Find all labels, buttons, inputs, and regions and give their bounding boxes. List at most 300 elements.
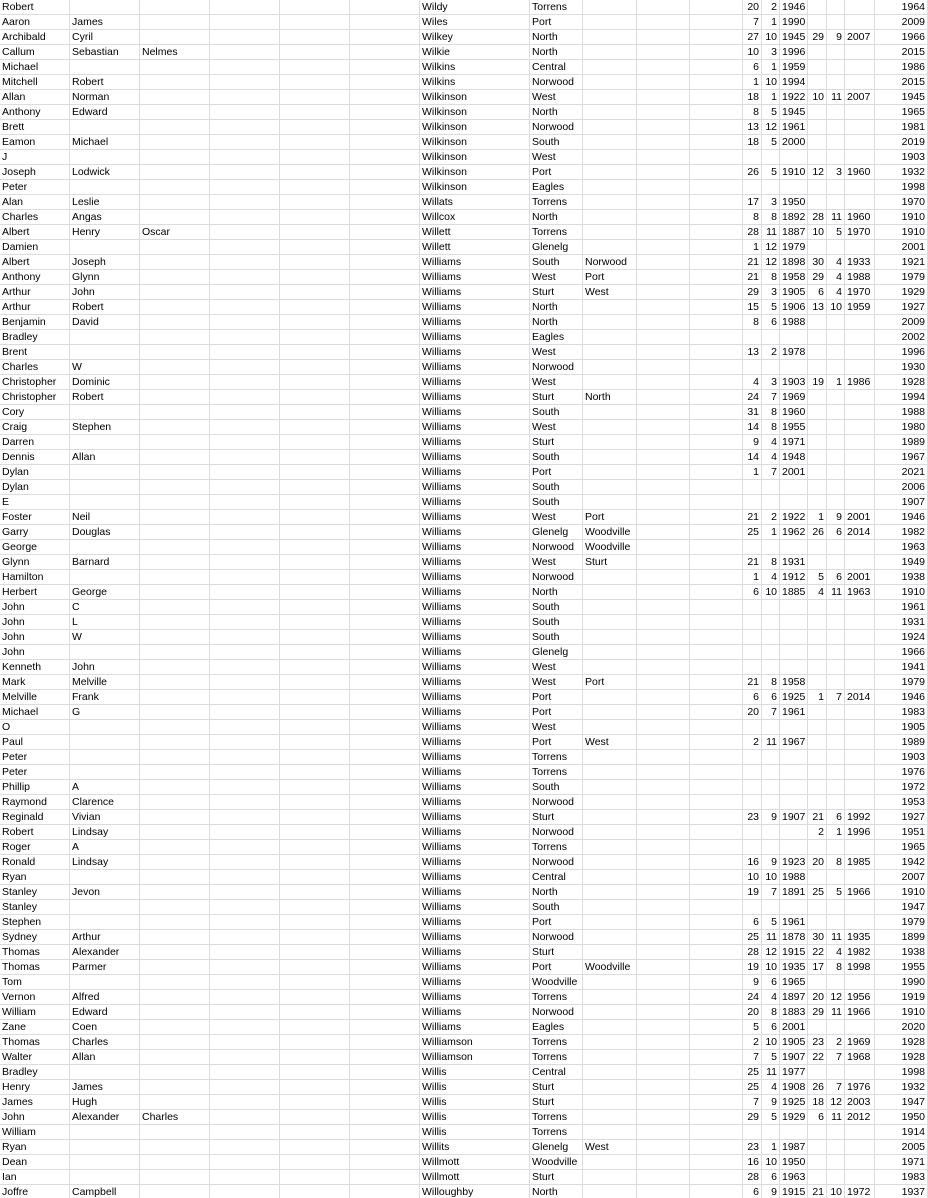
cell-dday[interactable]: [808, 870, 827, 885]
cell-third[interactable]: [140, 255, 210, 270]
cell-empty-9[interactable]: [637, 870, 690, 885]
cell-dmonth[interactable]: [827, 645, 845, 660]
cell-dmonth[interactable]: [827, 240, 845, 255]
cell-bday[interactable]: 1: [743, 75, 762, 90]
cell-third[interactable]: [140, 690, 210, 705]
cell-year[interactable]: 2005: [875, 1140, 928, 1155]
cell-empty-9[interactable]: [637, 600, 690, 615]
cell-empty-9[interactable]: [637, 780, 690, 795]
cell-dday[interactable]: [808, 45, 827, 60]
cell-first[interactable]: Brett: [0, 120, 70, 135]
cell-branch2[interactable]: [583, 15, 637, 30]
cell-empty-10[interactable]: [690, 270, 743, 285]
cell-dmonth[interactable]: [827, 420, 845, 435]
cell-third[interactable]: [140, 1020, 210, 1035]
cell-year[interactable]: 1907: [875, 495, 928, 510]
cell-empty-3[interactable]: [210, 795, 280, 810]
cell-empty-3[interactable]: [210, 660, 280, 675]
cell-surname[interactable]: Willcox: [420, 210, 530, 225]
cell-bday[interactable]: 23: [743, 810, 762, 825]
cell-bmonth[interactable]: [762, 480, 780, 495]
cell-surname[interactable]: Williams: [420, 1020, 530, 1035]
cell-third[interactable]: [140, 885, 210, 900]
cell-middle[interactable]: John: [70, 285, 140, 300]
cell-third[interactable]: [140, 615, 210, 630]
cell-dyear[interactable]: [845, 135, 875, 150]
cell-surname[interactable]: Williams: [420, 360, 530, 375]
cell-first[interactable]: Bradley: [0, 1065, 70, 1080]
cell-middle[interactable]: [70, 495, 140, 510]
cell-empty-5[interactable]: [350, 750, 420, 765]
cell-empty-9[interactable]: [637, 660, 690, 675]
cell-year[interactable]: 1953: [875, 795, 928, 810]
cell-first[interactable]: J: [0, 150, 70, 165]
cell-byear[interactable]: [780, 330, 808, 345]
cell-surname[interactable]: Willis: [420, 1095, 530, 1110]
cell-dday[interactable]: [808, 675, 827, 690]
cell-third[interactable]: [140, 150, 210, 165]
cell-branch2[interactable]: Port: [583, 675, 637, 690]
cell-bmonth[interactable]: [762, 540, 780, 555]
cell-empty-5[interactable]: [350, 945, 420, 960]
cell-bmonth[interactable]: [762, 360, 780, 375]
cell-byear[interactable]: 1907: [780, 1050, 808, 1065]
cell-branch1[interactable]: North: [530, 885, 583, 900]
cell-empty-9[interactable]: [637, 375, 690, 390]
cell-bday[interactable]: 2: [743, 735, 762, 750]
cell-empty-10[interactable]: [690, 990, 743, 1005]
cell-branch2[interactable]: [583, 1035, 637, 1050]
cell-empty-4[interactable]: [280, 60, 350, 75]
cell-bday[interactable]: 10: [743, 870, 762, 885]
cell-first[interactable]: Joffre: [0, 1185, 70, 1198]
cell-empty-4[interactable]: [280, 285, 350, 300]
cell-dmonth[interactable]: [827, 450, 845, 465]
cell-byear[interactable]: 1994: [780, 75, 808, 90]
cell-bday[interactable]: 1: [743, 240, 762, 255]
cell-surname[interactable]: Wiles: [420, 15, 530, 30]
cell-bmonth[interactable]: [762, 615, 780, 630]
cell-empty-4[interactable]: [280, 465, 350, 480]
cell-third[interactable]: [140, 480, 210, 495]
cell-bmonth[interactable]: 4: [762, 435, 780, 450]
cell-first[interactable]: Bradley: [0, 330, 70, 345]
cell-dyear[interactable]: [845, 450, 875, 465]
cell-empty-3[interactable]: [210, 885, 280, 900]
cell-branch2[interactable]: Port: [583, 510, 637, 525]
cell-middle[interactable]: Cyril: [70, 30, 140, 45]
cell-dyear[interactable]: [845, 0, 875, 15]
cell-third[interactable]: [140, 210, 210, 225]
cell-empty-10[interactable]: [690, 1155, 743, 1170]
cell-dmonth[interactable]: 5: [827, 885, 845, 900]
cell-bmonth[interactable]: 6: [762, 1020, 780, 1035]
cell-empty-5[interactable]: [350, 915, 420, 930]
cell-bday[interactable]: 28: [743, 1170, 762, 1185]
cell-empty-9[interactable]: [637, 945, 690, 960]
cell-third[interactable]: [140, 600, 210, 615]
cell-third[interactable]: [140, 1140, 210, 1155]
cell-surname[interactable]: Williams: [420, 825, 530, 840]
cell-bmonth[interactable]: [762, 330, 780, 345]
cell-surname[interactable]: Williams: [420, 420, 530, 435]
cell-empty-5[interactable]: [350, 390, 420, 405]
cell-year[interactable]: 1910: [875, 585, 928, 600]
cell-byear[interactable]: [780, 1125, 808, 1140]
cell-dyear[interactable]: 1972: [845, 1185, 875, 1198]
cell-surname[interactable]: Willis: [420, 1065, 530, 1080]
cell-middle[interactable]: Neil: [70, 510, 140, 525]
cell-bday[interactable]: 19: [743, 960, 762, 975]
cell-empty-5[interactable]: [350, 135, 420, 150]
cell-dmonth[interactable]: [827, 615, 845, 630]
cell-surname[interactable]: Williams: [420, 405, 530, 420]
cell-third[interactable]: [140, 390, 210, 405]
cell-empty-10[interactable]: [690, 360, 743, 375]
cell-third[interactable]: [140, 510, 210, 525]
cell-dyear[interactable]: [845, 330, 875, 345]
cell-bmonth[interactable]: 10: [762, 870, 780, 885]
cell-bday[interactable]: 1: [743, 465, 762, 480]
cell-bmonth[interactable]: 8: [762, 270, 780, 285]
cell-branch2[interactable]: Norwood: [583, 255, 637, 270]
cell-dday[interactable]: [808, 840, 827, 855]
cell-branch1[interactable]: Glenelg: [530, 525, 583, 540]
cell-empty-9[interactable]: [637, 60, 690, 75]
cell-bday[interactable]: [743, 750, 762, 765]
cell-dday[interactable]: [808, 495, 827, 510]
cell-branch1[interactable]: South: [530, 450, 583, 465]
cell-year[interactable]: 1971: [875, 1155, 928, 1170]
cell-bday[interactable]: 2: [743, 1035, 762, 1050]
cell-empty-9[interactable]: [637, 420, 690, 435]
cell-empty-9[interactable]: [637, 495, 690, 510]
cell-branch2[interactable]: [583, 600, 637, 615]
cell-first[interactable]: Benjamin: [0, 315, 70, 330]
cell-empty-10[interactable]: [690, 1110, 743, 1125]
cell-dday[interactable]: [808, 315, 827, 330]
cell-surname[interactable]: Williams: [420, 885, 530, 900]
cell-branch2[interactable]: [583, 360, 637, 375]
cell-dmonth[interactable]: 4: [827, 945, 845, 960]
cell-dyear[interactable]: [845, 360, 875, 375]
cell-bmonth[interactable]: [762, 150, 780, 165]
cell-empty-3[interactable]: [210, 975, 280, 990]
cell-bday[interactable]: 13: [743, 120, 762, 135]
cell-branch2[interactable]: [583, 855, 637, 870]
cell-third[interactable]: [140, 630, 210, 645]
cell-dyear[interactable]: 2001: [845, 570, 875, 585]
cell-empty-5[interactable]: [350, 285, 420, 300]
cell-empty-9[interactable]: [637, 570, 690, 585]
cell-year[interactable]: 1965: [875, 840, 928, 855]
cell-bday[interactable]: [743, 1125, 762, 1140]
cell-surname[interactable]: Williams: [420, 600, 530, 615]
cell-dyear[interactable]: [845, 630, 875, 645]
cell-bmonth[interactable]: [762, 630, 780, 645]
cell-empty-10[interactable]: [690, 405, 743, 420]
cell-middle[interactable]: [70, 540, 140, 555]
cell-empty-10[interactable]: [690, 585, 743, 600]
cell-empty-9[interactable]: [637, 285, 690, 300]
cell-surname[interactable]: Williams: [420, 555, 530, 570]
cell-bmonth[interactable]: 2: [762, 0, 780, 15]
cell-dmonth[interactable]: 3: [827, 165, 845, 180]
cell-empty-5[interactable]: [350, 840, 420, 855]
cell-first[interactable]: Dylan: [0, 480, 70, 495]
cell-empty-9[interactable]: [637, 1170, 690, 1185]
cell-empty-9[interactable]: [637, 90, 690, 105]
cell-surname[interactable]: Willoughby: [420, 1185, 530, 1198]
cell-empty-3[interactable]: [210, 645, 280, 660]
cell-dmonth[interactable]: 11: [827, 210, 845, 225]
cell-branch2[interactable]: [583, 1020, 637, 1035]
cell-empty-4[interactable]: [280, 210, 350, 225]
cell-dmonth[interactable]: [827, 870, 845, 885]
cell-empty-5[interactable]: [350, 1035, 420, 1050]
cell-dday[interactable]: [808, 1140, 827, 1155]
cell-middle[interactable]: Sebastian: [70, 45, 140, 60]
cell-surname[interactable]: Wildy: [420, 0, 530, 15]
cell-empty-4[interactable]: [280, 750, 350, 765]
cell-dyear[interactable]: 1996: [845, 825, 875, 840]
cell-empty-4[interactable]: [280, 240, 350, 255]
cell-empty-10[interactable]: [690, 135, 743, 150]
cell-bmonth[interactable]: 1: [762, 15, 780, 30]
cell-dday[interactable]: [808, 390, 827, 405]
cell-empty-10[interactable]: [690, 240, 743, 255]
cell-bday[interactable]: 6: [743, 690, 762, 705]
cell-dday[interactable]: [808, 1020, 827, 1035]
cell-surname[interactable]: Willmott: [420, 1170, 530, 1185]
cell-year[interactable]: 2007: [875, 870, 928, 885]
cell-empty-4[interactable]: [280, 615, 350, 630]
cell-dday[interactable]: 10: [808, 90, 827, 105]
cell-empty-4[interactable]: [280, 390, 350, 405]
cell-dmonth[interactable]: [827, 675, 845, 690]
cell-dmonth[interactable]: [827, 1020, 845, 1035]
cell-dyear[interactable]: 2012: [845, 1110, 875, 1125]
cell-first[interactable]: John: [0, 600, 70, 615]
cell-dmonth[interactable]: [827, 1125, 845, 1140]
cell-empty-10[interactable]: [690, 1005, 743, 1020]
cell-dmonth[interactable]: [827, 120, 845, 135]
cell-branch1[interactable]: Sturt: [530, 810, 583, 825]
cell-bday[interactable]: [743, 495, 762, 510]
cell-empty-4[interactable]: [280, 300, 350, 315]
cell-branch2[interactable]: [583, 1080, 637, 1095]
cell-dmonth[interactable]: [827, 720, 845, 735]
cell-branch2[interactable]: [583, 450, 637, 465]
cell-first[interactable]: Mark: [0, 675, 70, 690]
cell-bmonth[interactable]: 6: [762, 1170, 780, 1185]
cell-surname[interactable]: Williams: [420, 585, 530, 600]
cell-dmonth[interactable]: 6: [827, 810, 845, 825]
cell-year[interactable]: 2002: [875, 330, 928, 345]
cell-dday[interactable]: [808, 900, 827, 915]
cell-dday[interactable]: [808, 105, 827, 120]
cell-branch2[interactable]: [583, 585, 637, 600]
cell-branch1[interactable]: West: [530, 150, 583, 165]
cell-bday[interactable]: 16: [743, 855, 762, 870]
cell-bmonth[interactable]: [762, 495, 780, 510]
cell-empty-9[interactable]: [637, 270, 690, 285]
cell-first[interactable]: Arthur: [0, 285, 70, 300]
cell-branch1[interactable]: North: [530, 30, 583, 45]
cell-first[interactable]: Christopher: [0, 390, 70, 405]
cell-middle[interactable]: [70, 735, 140, 750]
cell-empty-4[interactable]: [280, 255, 350, 270]
cell-third[interactable]: [140, 735, 210, 750]
cell-empty-5[interactable]: [350, 1020, 420, 1035]
cell-byear[interactable]: 1883: [780, 1005, 808, 1020]
cell-empty-4[interactable]: [280, 900, 350, 915]
cell-byear[interactable]: 1988: [780, 870, 808, 885]
cell-empty-5[interactable]: [350, 870, 420, 885]
cell-branch1[interactable]: West: [530, 675, 583, 690]
cell-bmonth[interactable]: 10: [762, 960, 780, 975]
cell-branch1[interactable]: Torrens: [530, 1110, 583, 1125]
cell-byear[interactable]: [780, 645, 808, 660]
cell-dmonth[interactable]: [827, 900, 845, 915]
cell-empty-5[interactable]: [350, 810, 420, 825]
cell-bday[interactable]: 24: [743, 390, 762, 405]
cell-branch2[interactable]: [583, 405, 637, 420]
cell-branch1[interactable]: Torrens: [530, 225, 583, 240]
cell-branch2[interactable]: [583, 135, 637, 150]
cell-empty-4[interactable]: [280, 555, 350, 570]
cell-first[interactable]: Thomas: [0, 1035, 70, 1050]
cell-branch2[interactable]: [583, 45, 637, 60]
cell-dday[interactable]: 20: [808, 990, 827, 1005]
cell-surname[interactable]: Williams: [420, 810, 530, 825]
cell-bday[interactable]: [743, 540, 762, 555]
cell-branch2[interactable]: [583, 30, 637, 45]
cell-branch2[interactable]: [583, 240, 637, 255]
cell-empty-10[interactable]: [690, 165, 743, 180]
cell-branch2[interactable]: [583, 570, 637, 585]
cell-dmonth[interactable]: [827, 780, 845, 795]
cell-dday[interactable]: [808, 120, 827, 135]
cell-middle[interactable]: [70, 570, 140, 585]
cell-bmonth[interactable]: 1: [762, 60, 780, 75]
cell-empty-4[interactable]: [280, 165, 350, 180]
cell-first[interactable]: Walter: [0, 1050, 70, 1065]
cell-surname[interactable]: Williams: [420, 615, 530, 630]
cell-third[interactable]: [140, 990, 210, 1005]
cell-first[interactable]: John: [0, 645, 70, 660]
cell-bmonth[interactable]: 8: [762, 555, 780, 570]
cell-byear[interactable]: 1945: [780, 105, 808, 120]
cell-branch2[interactable]: [583, 120, 637, 135]
cell-branch2[interactable]: [583, 900, 637, 915]
cell-middle[interactable]: [70, 405, 140, 420]
cell-empty-10[interactable]: [690, 1125, 743, 1140]
cell-bday[interactable]: 13: [743, 345, 762, 360]
cell-dyear[interactable]: 1970: [845, 285, 875, 300]
cell-dday[interactable]: 23: [808, 1035, 827, 1050]
cell-empty-10[interactable]: [690, 225, 743, 240]
cell-bmonth[interactable]: 5: [762, 135, 780, 150]
cell-branch1[interactable]: Sturt: [530, 945, 583, 960]
cell-dmonth[interactable]: 12: [827, 990, 845, 1005]
cell-dday[interactable]: 13: [808, 300, 827, 315]
cell-dmonth[interactable]: [827, 1155, 845, 1170]
cell-first[interactable]: Herbert: [0, 585, 70, 600]
cell-year[interactable]: 1938: [875, 945, 928, 960]
cell-bday[interactable]: 10: [743, 45, 762, 60]
cell-empty-5[interactable]: [350, 1005, 420, 1020]
cell-dyear[interactable]: 1935: [845, 930, 875, 945]
cell-bday[interactable]: 26: [743, 165, 762, 180]
cell-empty-5[interactable]: [350, 105, 420, 120]
cell-dmonth[interactable]: [827, 765, 845, 780]
cell-third[interactable]: [140, 270, 210, 285]
cell-empty-10[interactable]: [690, 600, 743, 615]
cell-bday[interactable]: 25: [743, 1080, 762, 1095]
cell-empty-9[interactable]: [637, 450, 690, 465]
cell-empty-5[interactable]: [350, 570, 420, 585]
cell-empty-4[interactable]: [280, 525, 350, 540]
cell-empty-4[interactable]: [280, 510, 350, 525]
cell-bmonth[interactable]: [762, 1125, 780, 1140]
cell-bday[interactable]: 25: [743, 930, 762, 945]
cell-empty-5[interactable]: [350, 630, 420, 645]
cell-bmonth[interactable]: 11: [762, 1065, 780, 1080]
cell-dyear[interactable]: [845, 480, 875, 495]
cell-middle[interactable]: [70, 345, 140, 360]
cell-empty-3[interactable]: [210, 735, 280, 750]
cell-empty-5[interactable]: [350, 150, 420, 165]
cell-dday[interactable]: 5: [808, 570, 827, 585]
cell-year[interactable]: 1979: [875, 270, 928, 285]
cell-bday[interactable]: 14: [743, 450, 762, 465]
cell-empty-5[interactable]: [350, 690, 420, 705]
cell-bmonth[interactable]: 10: [762, 75, 780, 90]
cell-branch1[interactable]: West: [530, 270, 583, 285]
cell-dyear[interactable]: [845, 315, 875, 330]
cell-empty-3[interactable]: [210, 990, 280, 1005]
cell-first[interactable]: Peter: [0, 765, 70, 780]
cell-middle[interactable]: A: [70, 840, 140, 855]
cell-empty-4[interactable]: [280, 75, 350, 90]
cell-empty-4[interactable]: [280, 480, 350, 495]
cell-dmonth[interactable]: 11: [827, 1110, 845, 1125]
cell-middle[interactable]: [70, 120, 140, 135]
cell-dyear[interactable]: [845, 495, 875, 510]
cell-bmonth[interactable]: 8: [762, 210, 780, 225]
cell-branch1[interactable]: Glenelg: [530, 240, 583, 255]
cell-empty-3[interactable]: [210, 465, 280, 480]
cell-bmonth[interactable]: 11: [762, 225, 780, 240]
cell-empty-10[interactable]: [690, 435, 743, 450]
cell-dmonth[interactable]: 6: [827, 570, 845, 585]
cell-surname[interactable]: Williams: [420, 930, 530, 945]
cell-bday[interactable]: [743, 360, 762, 375]
cell-first[interactable]: Michael: [0, 60, 70, 75]
cell-empty-9[interactable]: [637, 1125, 690, 1140]
cell-dday[interactable]: [808, 75, 827, 90]
cell-empty-3[interactable]: [210, 945, 280, 960]
cell-empty-3[interactable]: [210, 690, 280, 705]
cell-empty-3[interactable]: [210, 525, 280, 540]
cell-middle[interactable]: Coen: [70, 1020, 140, 1035]
cell-year[interactable]: 2001: [875, 240, 928, 255]
cell-surname[interactable]: Williams: [420, 660, 530, 675]
cell-empty-4[interactable]: [280, 675, 350, 690]
cell-middle[interactable]: [70, 915, 140, 930]
cell-third[interactable]: [140, 855, 210, 870]
